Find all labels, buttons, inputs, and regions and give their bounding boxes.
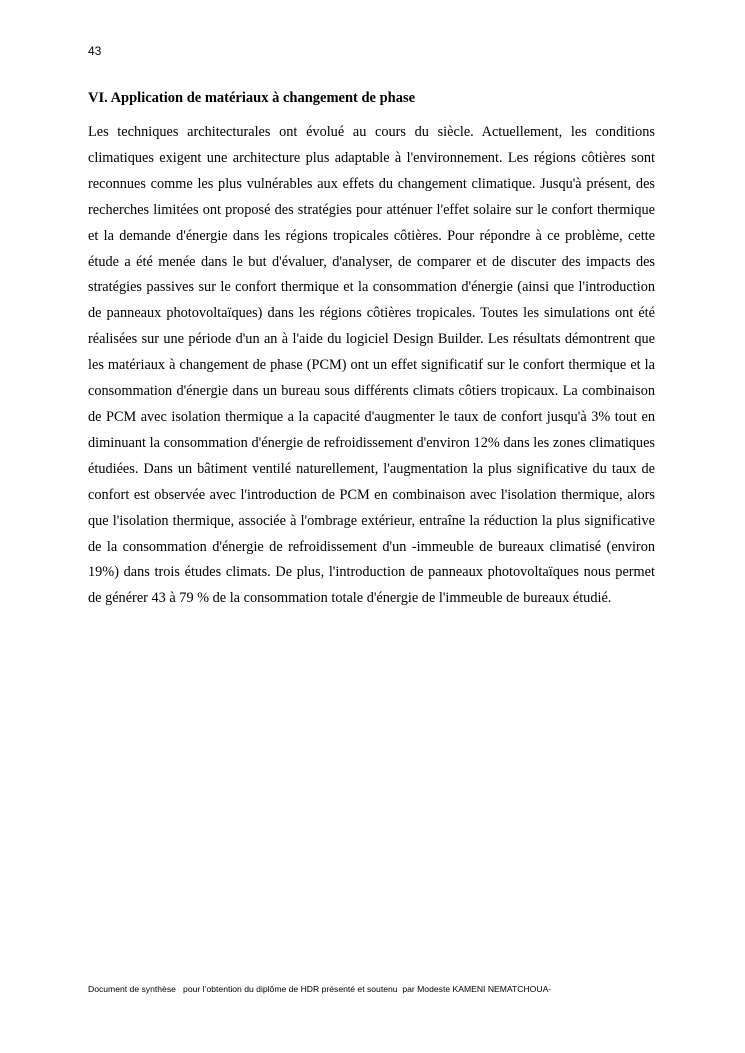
footer-note: Document de synthèse pour l’obtention du diplôme de HDR présenté et soutenu par Modeste KAMENI NEMATCHOUA- (88, 984, 552, 994)
page-number: 43 (88, 44, 102, 58)
section-title: VI. Application de matériaux à changement de phase (88, 90, 416, 106)
body-paragraph: Les techniques architecturales ont évolué au cours du siècle. Actuellement, les conditions climatiques exigent une architecture plus adaptable à l'environnement. Les régions côtières sont reconnues comme les plus vulnérables aux effets du changement climatique. Jusqu'à présent, des recherches limitées ont proposé des stratégies pour atténuer l'effet solaire sur le confort thermique et la demande d'énergie dans les régions tropicales côtières. Pour répondre à ce problème, cette étude a été menée dans le but d'évaluer, d'analyser, de comparer et de discuter des impacts des stratégies passives sur le confort thermique et la consommation d'énergie (ainsi que l'introduction de panneaux photovoltaïques) dans les régions côtières tropicales. Toutes les simulations ont été réalisées sur une période d'un an à l'aide du logiciel Design Builder. Les résultats démontrent que les matériaux à changement de phase (PCM) ont un effet significatif sur le confort thermique et la consommation d'énergie dans un bureau sous différents climats côtiers tropicaux. La combinaison de PCM avec isolation thermique a la capacité d'augmenter le taux de confort jusqu'à 3% tout en diminuant la consommation d'énergie de refroidissement d'environ 12% dans les zones climatiques étudiées. Dans un bâtiment ventilé naturellement, l'augmentation la plus significative du taux de confort est observée avec l'introduction de PCM en combinaison avec l'isolation thermique, alors que l'isolation thermique, associée à l'ombrage extérieur, entraîne la réduction la plus significative de la consommation d'énergie de refroidissement d'un -immeuble de bureaux climatisé (environ 19%) dans trois études climats. De plus, l'introduction de panneaux photovoltaïques nous permet de générer 43 à 79 % de la consommation totale d'énergie de l'immeuble de bureaux étudié. (88, 124, 655, 607)
